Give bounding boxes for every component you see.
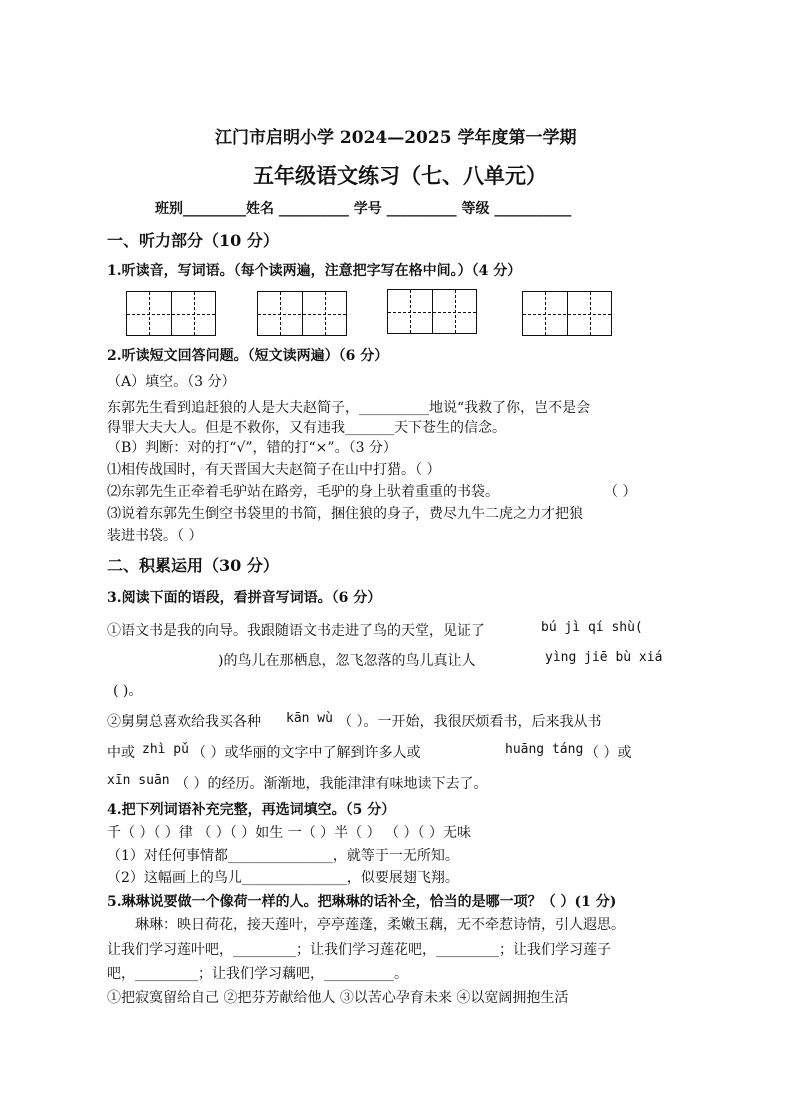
question-4: 4.把下列词语补充完整，再选词填空。（5 分） — [107, 802, 396, 818]
part-a-line-1: 东郭先生看到追赶狼的人是大夫赵简子，__________地说“我救了你，岂不是会 — [107, 400, 591, 416]
passage-1-line-2: )的鸟儿在那栖息，忽飞忽落的鸟儿真让人 — [218, 653, 476, 669]
question-3: 3.阅读下面的语段，看拼音写词语。（6 分） — [107, 590, 382, 606]
idiom-completion-line: 千（ ）（ ）律 （ ）（ ）如生 一（ ）半（ ） （ ）（ ）无味 — [107, 825, 471, 841]
judge-item-3-line-1: ⑶说着东郭先生倒空书袋里的书简，捆住狼的身子，费尽九牛二虎之力才把狼 — [107, 506, 583, 522]
pinyin-huang-tang: huāng táng — [505, 742, 584, 757]
question-4-item-2: （2）这幅画上的鸟儿_______________，似要展翅飞翔。 — [107, 870, 459, 886]
section-1-title: 一、听力部分（10 分） — [107, 231, 279, 250]
passage-1-line-3: ( )。 — [113, 683, 143, 699]
passage-2-line-2b: （ ）或华丽的文字中了解到许多人或 — [192, 745, 421, 761]
student-info-line: 班别_________姓名 __________ 学号 __________ 等级 ___________ — [155, 201, 572, 217]
question-5-line-2: 让我们学习莲叶吧，_________；让我们学习莲花吧，_________；让我们学习莲子 — [107, 942, 611, 958]
section-2-title: 二、积累运用（30 分） — [107, 556, 279, 575]
writing-grid-4[interactable] — [522, 291, 612, 336]
question-5-options: ①把寂寞留给自己 ②把芬芳献给他人 ③以苦心孕育未来 ④以宽阔拥抱生活 — [107, 990, 569, 1006]
question-5-line-3: 吧，_________；让我们学习藕吧，__________。 — [107, 966, 408, 982]
writing-grid-1[interactable] — [126, 291, 216, 336]
judge-item-3-line-2: 装进书袋。（ ） — [107, 528, 203, 544]
pinyin-zhi-pu: zhì pǔ — [142, 742, 189, 757]
judge-item-1: ⑴相传战国时，有天晋国大夫赵简子在山中打猎。（ ） — [107, 462, 441, 478]
judge-item-2: ⑵东郭先生正牵着毛驴站在路旁，毛驴的身上驮着重重的书袋。 — [107, 484, 499, 500]
question-5: 5.琳琳说要做一个像荷一样的人。把琳琳的话补全，恰当的是哪一项？（ ）(1 分) — [107, 894, 617, 910]
writing-grid-2[interactable] — [257, 291, 347, 336]
pinyin-kan-wu: kān wù — [286, 711, 333, 726]
judge-item-2-paren: （ ） — [604, 484, 637, 500]
part-a-line-2: 得罪大夫大人。但是不救你，又有违我_______天下苍生的信念。 — [107, 420, 506, 436]
question-1: 1.听读音，写词语。（每个读两遍，注意把字写在格中间。）（4 分） — [107, 263, 522, 279]
pinyin-xin-suan: xīn suān — [107, 773, 170, 788]
part-b-heading: （B）判断：对的打“√”，错的打“×”。（3 分） — [107, 440, 397, 456]
passage-2-line-1b: （ ）。一开始，我很厌烦看书，后来我从书 — [338, 714, 602, 730]
passage-2-line-2a: 中或 — [107, 745, 135, 761]
part-a-heading: （A）填空。（3 分） — [107, 374, 236, 390]
pinyin-ying-jie-bu-xia: yìng jiē bù xiá — [545, 650, 663, 665]
question-4-item-1: （1）对任何事情都_______________，就等于一无所知。 — [107, 848, 459, 864]
school-header: 江门市启明小学 2024—2025 学年度第一学期 — [215, 128, 577, 148]
pinyin-bu-ji-qi-shu: bú jì qí shù( — [541, 620, 643, 635]
passage-2-line-2c: （ ）或 — [585, 745, 632, 761]
question-2: 2.听读短文回答问题。（短文读两遍）（6 分） — [107, 348, 389, 364]
writing-grid-3[interactable] — [387, 289, 477, 334]
passage-1-line-1: ①语文书是我的向导。我跟随语文书走进了鸟的天堂，见证了 — [107, 623, 485, 639]
question-5-line-1: 琳琳：映日荷花，接天莲叶，亭亭莲蓬，柔嫩玉藕，无不牵惹诗情，引人遐思。 — [135, 917, 625, 933]
page-title: 五年级语文练习（七、八单元） — [253, 163, 547, 188]
passage-2-line-1a: ②舅舅总喜欢给我买各种 — [107, 714, 261, 730]
passage-2-line-3: （ ）的经历。渐渐地，我能津津有味地读下去了。 — [175, 776, 488, 792]
